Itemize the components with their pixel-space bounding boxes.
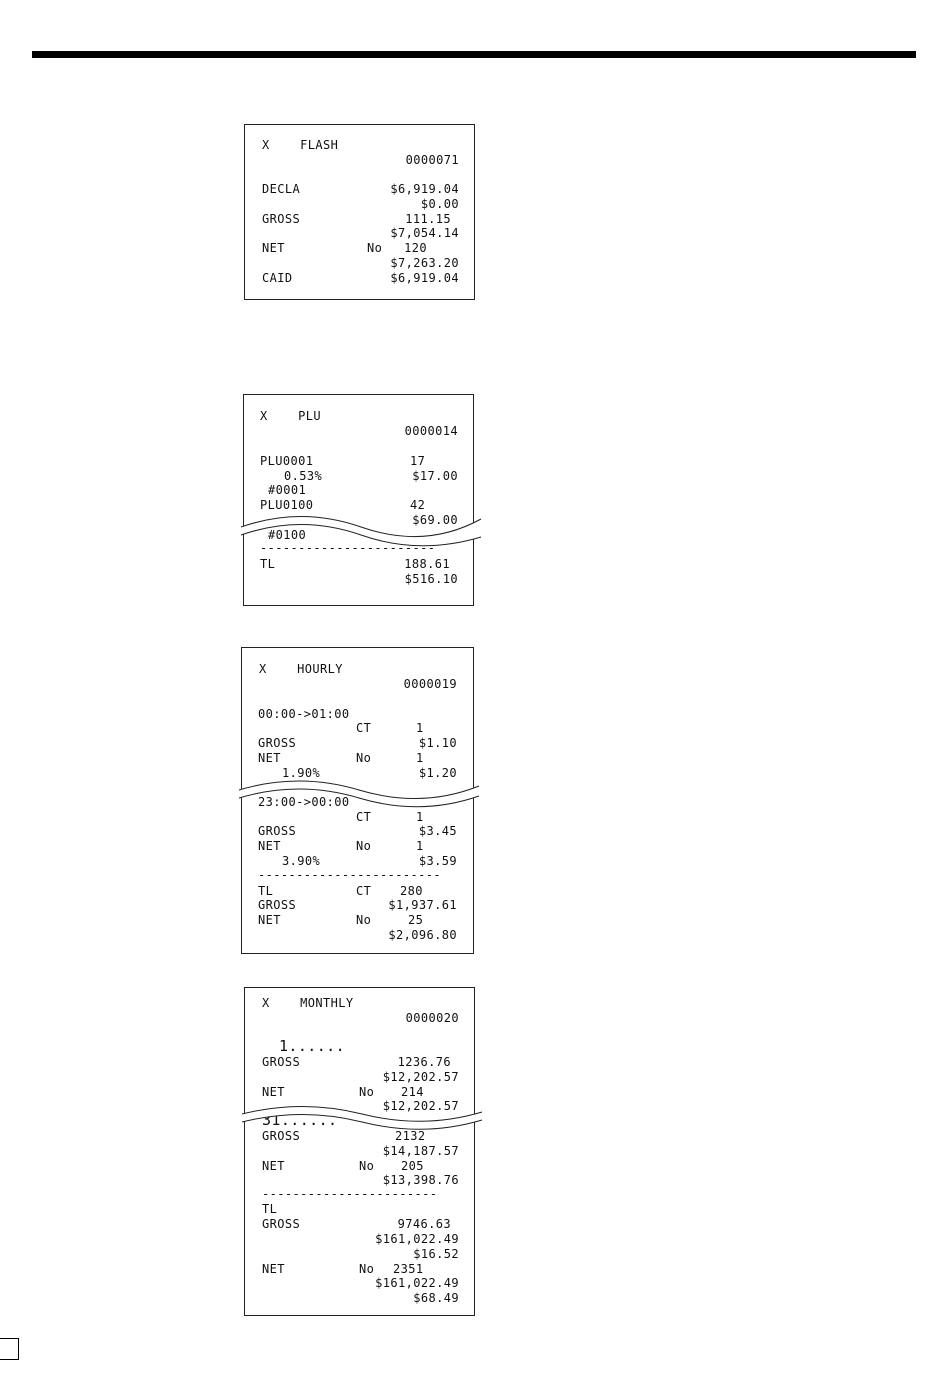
gross-label: GROSS [258, 824, 297, 838]
no-label: No [356, 839, 372, 853]
ct-value: 1 [416, 721, 424, 735]
plu-item-name: PLU0100 [260, 498, 314, 512]
report-title: X HOURLY [259, 662, 343, 676]
net-value: $13,398.76 [382, 1173, 459, 1187]
page-corner-marker [0, 1338, 19, 1360]
gross-value: $3.45 [418, 824, 457, 838]
gross-qty: 1236.76 [397, 1055, 451, 1069]
row-value: $6,919.04 [390, 271, 459, 285]
gross-label: GROSS [258, 736, 297, 750]
report-counter: 0000020 [405, 1011, 459, 1025]
plu-report-receipt [243, 394, 474, 606]
no-label: No [356, 751, 372, 765]
row-value: $0.00 [420, 197, 459, 211]
no-label: No [359, 1085, 375, 1099]
net-label: NET [258, 913, 281, 927]
plu-item-percent: 0.53% [284, 469, 323, 483]
day-label: 31...... [262, 1111, 338, 1129]
plu-item-qty: 17 [410, 454, 426, 468]
gross-label: GROSS [262, 1217, 301, 1231]
gross-value: $1.10 [418, 736, 457, 750]
row-label: DECLA [262, 182, 301, 196]
separator-line: ------------------------ [258, 868, 441, 882]
report-title: X PLU [260, 409, 321, 423]
ct-label: CT [356, 810, 372, 824]
row-value: $6,919.04 [390, 182, 459, 196]
plu-item-code: #0001 [268, 483, 307, 497]
gross-qty: 2132 [395, 1129, 426, 1143]
no-label: No [359, 1262, 375, 1276]
row-label: GROSS [262, 212, 301, 226]
gross-label: GROSS [262, 1129, 301, 1143]
gross-value: $14,187.57 [382, 1144, 459, 1158]
total-label: TL [258, 884, 274, 898]
no-label: No [356, 913, 372, 927]
no-value: 2351 [393, 1262, 424, 1276]
ct-label: CT [356, 721, 372, 735]
no-value: 205 [401, 1159, 424, 1173]
plu-item-amount: $17.00 [412, 469, 458, 483]
no-label: No [359, 1159, 375, 1173]
row-value: 120 [404, 241, 427, 255]
net-label: NET [258, 751, 281, 765]
report-counter: 0000071 [405, 153, 459, 167]
report-counter: 0000019 [403, 677, 457, 691]
flash-report-receipt [244, 124, 475, 300]
monthly-report-receipt [244, 987, 475, 1316]
row-value: $7,054.14 [390, 226, 459, 240]
gross-extra: $16.52 [413, 1247, 459, 1261]
total-amount: $516.10 [404, 572, 458, 586]
plu-item-code: #0100 [268, 528, 307, 542]
percent-value: 1.90% [282, 766, 321, 780]
total-qty: 188.61 [404, 557, 450, 571]
plu-item-name: PLU0001 [260, 454, 314, 468]
row-value: 111.15 [405, 212, 451, 226]
top-rule [32, 51, 916, 58]
gross-value: $12,202.57 [382, 1070, 459, 1084]
ct-value: 1 [416, 810, 424, 824]
row-label: NET [262, 241, 285, 255]
net-value: $3.59 [418, 854, 457, 868]
row-label: CAID [262, 271, 293, 285]
net-value: $1.20 [418, 766, 457, 780]
plu-item-qty: 42 [410, 498, 426, 512]
gross-value: $161,022.49 [375, 1232, 459, 1246]
percent-value: 3.90% [282, 854, 321, 868]
hourly-report-receipt [241, 647, 474, 954]
ct-value: 280 [400, 884, 423, 898]
separator-line: ----------------------- [262, 1187, 438, 1201]
row-value: $7,263.20 [390, 256, 459, 270]
day-label: 1...... [279, 1037, 346, 1055]
gross-qty: 9746.63 [397, 1217, 451, 1231]
row-mid: No [367, 241, 383, 255]
separator-line: ----------------------- [260, 541, 436, 555]
net-label: NET [262, 1085, 285, 1099]
net-value: $12,202.57 [382, 1099, 459, 1113]
net-label: NET [262, 1262, 285, 1276]
plu-item-amount: $69.00 [412, 513, 458, 527]
net-extra: $68.49 [413, 1291, 459, 1305]
gross-label: GROSS [262, 1055, 301, 1069]
gross-value: $1,937.61 [388, 898, 457, 912]
net-label: NET [258, 839, 281, 853]
report-title: X MONTHLY [262, 996, 354, 1010]
net-value: $161,022.49 [375, 1276, 459, 1290]
no-value: 1 [416, 751, 424, 765]
time-range: 23:00->00:00 [258, 795, 350, 809]
no-value: 1 [416, 839, 424, 853]
ct-label: CT [356, 884, 372, 898]
total-label: TL [260, 557, 276, 571]
net-label: NET [262, 1159, 285, 1173]
time-range: 00:00->01:00 [258, 707, 350, 721]
total-label: TL [262, 1202, 278, 1216]
report-title: X FLASH [262, 138, 339, 152]
gross-label: GROSS [258, 898, 297, 912]
no-value: 214 [401, 1085, 424, 1099]
no-value: 25 [408, 913, 424, 927]
report-counter: 0000014 [404, 424, 458, 438]
net-value: $2,096.80 [388, 928, 457, 942]
